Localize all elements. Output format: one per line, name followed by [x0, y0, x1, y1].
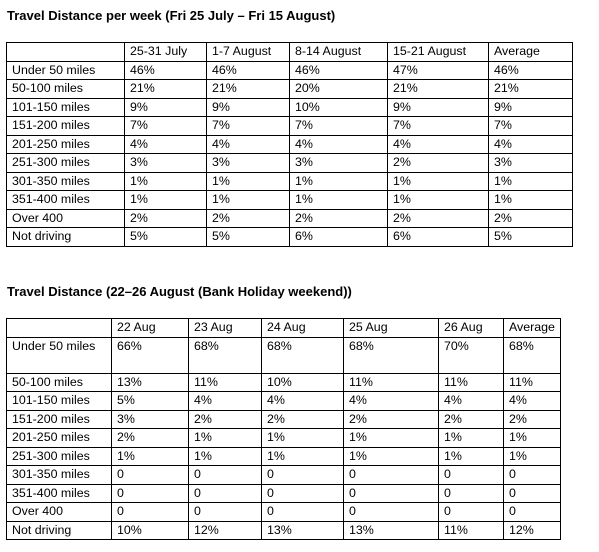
column-header: Average	[504, 319, 561, 338]
row-label: 351-400 miles	[7, 191, 125, 210]
table-cell: 2%	[262, 410, 344, 429]
table-cell: 2%	[189, 410, 262, 429]
row-label: 251-300 miles	[7, 154, 125, 173]
table-cell: 20%	[290, 80, 388, 99]
table-row	[7, 191, 573, 210]
column-header: 25 Aug	[344, 319, 439, 338]
table-cell: 3%	[207, 154, 290, 173]
table-cell: 0	[344, 466, 439, 485]
row-label: Not driving	[7, 228, 125, 247]
table-cell: 7%	[388, 117, 489, 136]
table-row	[7, 429, 561, 448]
weekly-travel-distance-table	[6, 42, 573, 247]
table-cell: 1%	[125, 172, 207, 191]
table-cell: 1%	[489, 172, 573, 191]
table-cell: 0	[189, 503, 262, 522]
row-label: Under 50 miles	[7, 61, 125, 80]
table-cell: 47%	[388, 61, 489, 80]
table-cell: 5%	[125, 228, 207, 247]
table-cell: 0	[189, 484, 262, 503]
table2-title: Travel Distance (22–26 August (Bank Holiday weekend))	[7, 284, 352, 299]
table-cell: 4%	[290, 135, 388, 154]
table-cell: 5%	[489, 228, 573, 247]
table-cell: 4%	[189, 392, 262, 411]
table-cell: 1%	[290, 172, 388, 191]
table-cell: 4%	[439, 392, 504, 411]
table-cell: 2%	[344, 410, 439, 429]
table-cell: 4%	[489, 135, 573, 154]
table-cell: 5%	[112, 392, 189, 411]
table-cell: 7%	[207, 117, 290, 136]
table-cell: 2%	[125, 209, 207, 228]
table-cell: 11%	[189, 373, 262, 392]
table-cell: 2%	[439, 410, 504, 429]
row-label: Under 50 miles	[7, 337, 112, 373]
table-cell: 2%	[290, 209, 388, 228]
table-cell: 0	[262, 484, 344, 503]
table-cell: 0	[504, 466, 561, 485]
table-cell: 1%	[388, 172, 489, 191]
table-cell: 21%	[388, 80, 489, 99]
table-cell: 1%	[189, 447, 262, 466]
header-corner-cell	[7, 319, 112, 338]
table-cell: 66%	[112, 337, 189, 373]
table-cell: 46%	[207, 61, 290, 80]
table-cell: 46%	[125, 61, 207, 80]
header-row	[7, 43, 573, 62]
table-row	[7, 373, 561, 392]
table-row	[7, 172, 573, 191]
table-cell: 13%	[344, 521, 439, 540]
table-cell: 2%	[388, 209, 489, 228]
table-cell: 3%	[125, 154, 207, 173]
table-cell: 2%	[112, 429, 189, 448]
row-label: 301-350 miles	[7, 466, 112, 485]
table-cell: 3%	[290, 154, 388, 173]
table-cell: 21%	[125, 80, 207, 99]
table-row	[7, 228, 573, 247]
table-cell: 5%	[207, 228, 290, 247]
table-cell: 0	[344, 484, 439, 503]
table-cell: 1%	[207, 172, 290, 191]
table-cell: 9%	[207, 98, 290, 117]
row-label: 251-300 miles	[7, 447, 112, 466]
table-cell: 68%	[344, 337, 439, 373]
table-cell: 1%	[290, 191, 388, 210]
table-cell: 12%	[504, 521, 561, 540]
table-row	[7, 209, 573, 228]
table-cell: 11%	[344, 373, 439, 392]
table-cell: 46%	[489, 61, 573, 80]
table-row	[7, 447, 561, 466]
row-label: 351-400 miles	[7, 484, 112, 503]
table-cell: 7%	[489, 117, 573, 136]
bank-holiday-travel-distance-table	[6, 318, 561, 540]
table-row	[7, 61, 573, 80]
table-cell: 0	[262, 466, 344, 485]
table-cell: 11%	[504, 373, 561, 392]
table-cell: 6%	[290, 228, 388, 247]
table-cell: 0	[112, 503, 189, 522]
row-label: 201-250 miles	[7, 135, 125, 154]
table-row	[7, 135, 573, 154]
table-cell: 13%	[112, 373, 189, 392]
table-cell: 0	[262, 503, 344, 522]
table-row	[7, 154, 573, 173]
column-header: 22 Aug	[112, 319, 189, 338]
table-cell: 0	[189, 466, 262, 485]
table-row	[7, 337, 561, 373]
table-cell: 68%	[262, 337, 344, 373]
table-cell: 4%	[207, 135, 290, 154]
table-row	[7, 80, 573, 99]
table-cell: 7%	[290, 117, 388, 136]
table-row	[7, 392, 561, 411]
header-corner-cell	[7, 43, 125, 62]
table-cell: 2%	[489, 209, 573, 228]
table-cell: 6%	[388, 228, 489, 247]
table-cell: 3%	[112, 410, 189, 429]
header-row	[7, 319, 561, 338]
column-header: 26 Aug	[439, 319, 504, 338]
column-header: 1-7 August	[207, 43, 290, 62]
column-header: Average	[489, 43, 573, 62]
table-cell: 70%	[439, 337, 504, 373]
table-cell: 1%	[112, 447, 189, 466]
table-cell: 1%	[504, 429, 561, 448]
table-cell: 46%	[290, 61, 388, 80]
row-label: 151-200 miles	[7, 117, 125, 136]
table-cell: 0	[439, 503, 504, 522]
table-cell: 1%	[344, 429, 439, 448]
table-cell: 68%	[504, 337, 561, 373]
table-row	[7, 410, 561, 429]
table-cell: 10%	[112, 521, 189, 540]
row-label: 50-100 miles	[7, 80, 125, 99]
column-header: 24 Aug	[262, 319, 344, 338]
table-cell: 1%	[489, 191, 573, 210]
row-label: 151-200 miles	[7, 410, 112, 429]
table-cell: 4%	[262, 392, 344, 411]
row-label: 101-150 miles	[7, 392, 112, 411]
row-label: Over 400	[7, 209, 125, 228]
table-row	[7, 466, 561, 485]
table-cell: 4%	[344, 392, 439, 411]
table-cell: 13%	[262, 521, 344, 540]
column-header: 8-14 August	[290, 43, 388, 62]
column-header: 25-31 July	[125, 43, 207, 62]
table-cell: 0	[439, 484, 504, 503]
table-cell: 1%	[344, 447, 439, 466]
table-cell: 11%	[439, 373, 504, 392]
table-cell: 1%	[388, 191, 489, 210]
table-cell: 9%	[489, 98, 573, 117]
table-row	[7, 484, 561, 503]
table-cell: 1%	[262, 429, 344, 448]
table-cell: 10%	[262, 373, 344, 392]
table-row	[7, 117, 573, 136]
table-cell: 10%	[290, 98, 388, 117]
table-cell: 12%	[189, 521, 262, 540]
table-cell: 9%	[388, 98, 489, 117]
row-label: Not driving	[7, 521, 112, 540]
table-cell: 1%	[189, 429, 262, 448]
table-cell: 21%	[207, 80, 290, 99]
table-cell: 1%	[504, 447, 561, 466]
table-cell: 0	[112, 484, 189, 503]
row-label: 201-250 miles	[7, 429, 112, 448]
row-label: Over 400	[7, 503, 112, 522]
table-row	[7, 98, 573, 117]
table-cell: 21%	[489, 80, 573, 99]
row-label: 301-350 miles	[7, 172, 125, 191]
table-cell: 2%	[504, 410, 561, 429]
table-row	[7, 503, 561, 522]
table-cell: 0	[112, 466, 189, 485]
table-cell: 4%	[504, 392, 561, 411]
table-cell: 4%	[125, 135, 207, 154]
table-cell: 0	[344, 503, 439, 522]
table-cell: 0	[439, 466, 504, 485]
table-cell: 1%	[439, 429, 504, 448]
column-header: 23 Aug	[189, 319, 262, 338]
row-label: 101-150 miles	[7, 98, 125, 117]
table-cell: 3%	[489, 154, 573, 173]
table-cell: 4%	[388, 135, 489, 154]
table-cell: 1%	[207, 191, 290, 210]
table-cell: 2%	[207, 209, 290, 228]
column-header: 15-21 August	[388, 43, 489, 62]
table-cell: 2%	[388, 154, 489, 173]
table-cell: 0	[504, 484, 561, 503]
row-label: 50-100 miles	[7, 373, 112, 392]
table-row	[7, 521, 561, 540]
table-cell: 7%	[125, 117, 207, 136]
table-cell: 68%	[189, 337, 262, 373]
table-cell: 1%	[439, 447, 504, 466]
table-cell: 1%	[125, 191, 207, 210]
table-cell: 0	[504, 503, 561, 522]
table-cell: 11%	[439, 521, 504, 540]
table1-title: Travel Distance per week (Fri 25 July – Fri 15 August)	[7, 8, 336, 23]
table-cell: 1%	[262, 447, 344, 466]
table-cell: 9%	[125, 98, 207, 117]
